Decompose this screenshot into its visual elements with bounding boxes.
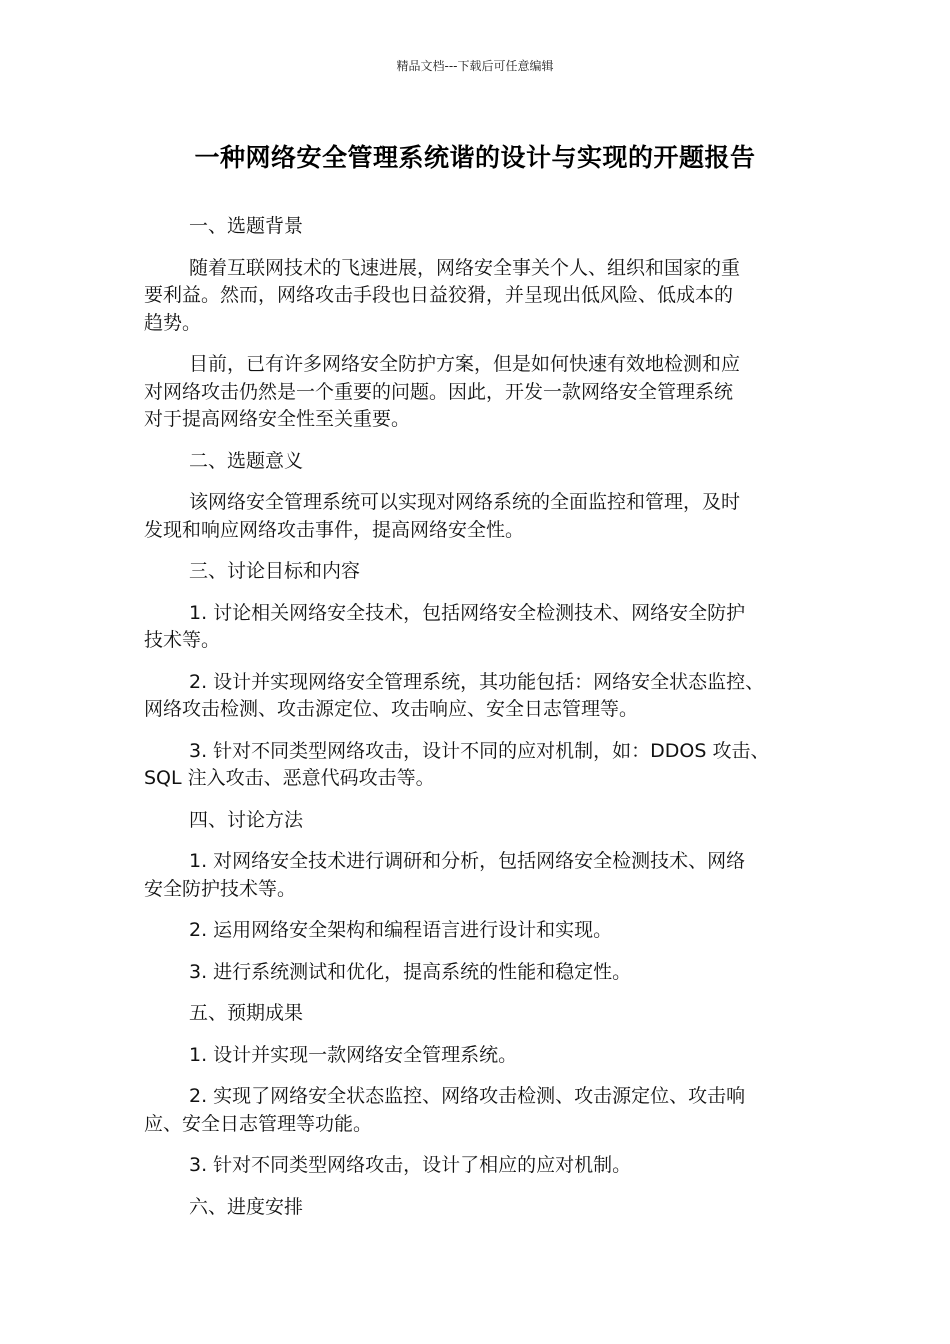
body-paragraph: 2. 实现了网络安全状态监控、网络攻击检测、攻击源定位、攻击响 应、安全日志管理等功能。 [144,1085,746,1135]
body-paragraph: 1. 对网络安全技术进行调研和分析，包括网络安全检测技术、网络 安全防护技术等。 [144,850,746,900]
body-paragraph: 该网络安全管理系统可以实现对网络系统的全面监控和管理，及时 发现和响应网络攻击事件，提高网络安全性。 [144,491,741,541]
body-paragraph: 2. 运用网络安全架构和编程语言进行设计和实现。 [189,919,613,941]
header-note: 精品文档---下载后可任意编辑 [396,59,554,73]
body-paragraph: 3. 针对不同类型网络攻击，设计了相应的应对机制。 [189,1154,632,1176]
section-heading: 五、预期成果 [189,1002,304,1024]
body-paragraph: 3. 进行系统测试和优化，提高系统的性能和稳定性。 [189,960,632,983]
body-paragraph: 随着互联网技术的飞速进展，网络安全事关个人、组织和国家的重 要利益。然而，网络攻击手段也日益狡猾，并呈现出低风险、低成本的 趋势。 [144,256,741,334]
body-paragraph: 2. 设计并实现网络安全管理系统，其功能包括：网络安全状态监控、 网络攻击检测、攻击源定位、攻击响应、安全日志管理等。 [144,670,765,720]
section-heading: 一、选题背景 [189,215,304,237]
document-title: 一种网络安全管理系统谐的设计与实现的开题报告 [194,143,756,172]
body-paragraph: 3. 针对不同类型网络攻击，设计不同的应对机制，如：DDOS 攻击、 SQL 注入攻击、恶意代码攻击等。 [144,739,770,789]
document-body [144,213,814,1235]
body-paragraph: 目前，已有许多网络安全防护方案，但是如何快速有效地检测和应 对网络攻击仍然是一个重要的问题。因此，开发一款网络安全管理系统 对于提高网络安全性至关重要。 [144,353,741,430]
body-paragraph: 1. 设计并实现一款网络安全管理系统。 [189,1043,518,1066]
section-heading: 四、讨论方法 [189,808,304,831]
section-heading: 二、选题意义 [189,449,304,472]
section-heading: 六、进度安排 [189,1195,304,1218]
body-paragraph: 1. 讨论相关网络安全技术，包括网络安全检测技术、网络安全防护 技术等。 [144,601,746,651]
section-heading: 三、讨论目标和内容 [189,560,361,582]
